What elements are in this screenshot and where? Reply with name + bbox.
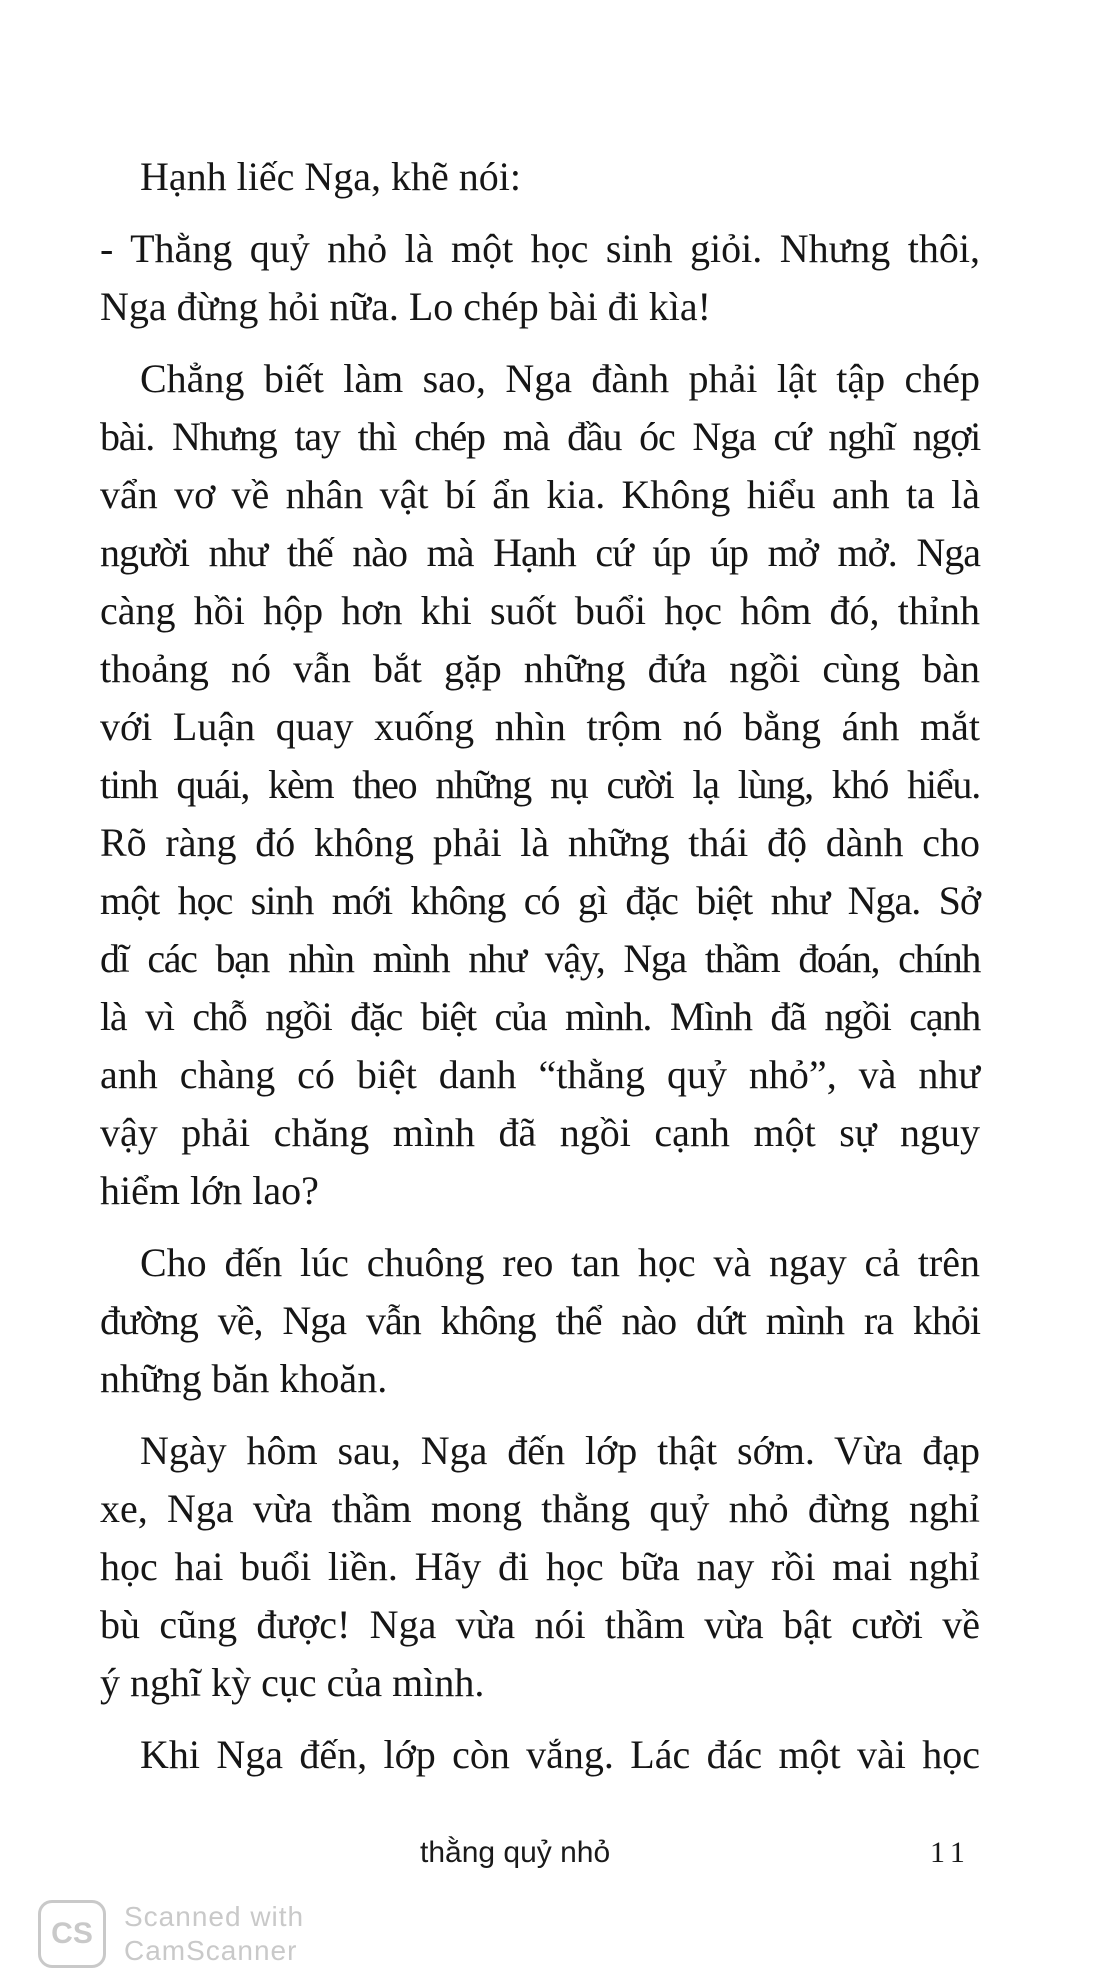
text-line: hiểm lớn lao?	[100, 1168, 319, 1213]
watermark-line-1: Scanned with	[124, 1901, 305, 1932]
text-line: dĩ các bạn nhìn mình như vậy, Nga thầm đoán, chính	[100, 936, 980, 981]
text-line: Rõ ràng đó không phải là những thái độ dành cho	[100, 820, 980, 865]
camscanner-logo-icon: CS	[38, 1900, 106, 1968]
text-line: Khi Nga đến, lớp còn vắng. Lác đác một vài học	[140, 1732, 980, 1777]
text-line: học hai buổi liền. Hãy đi học bữa nay rồi mai nghỉ	[100, 1544, 980, 1589]
text-line: Cho đến lúc chuông reo tan học và ngay cả trên	[140, 1240, 980, 1285]
text-line: thoảng nó vẫn bắt gặp những đứa ngồi cùng bàn	[100, 646, 980, 691]
text-line: xe, Nga vừa thầm mong thằng quỷ nhỏ đừng nghỉ	[100, 1486, 980, 1531]
camscanner-watermark	[38, 1900, 304, 1968]
text-line: là vì chỗ ngồi đặc biệt của mình. Mình đã ngồi cạnh	[100, 994, 980, 1039]
text-line: Chẳng biết làm sao, Nga đành phải lật tập chép	[140, 356, 980, 401]
text-line: với Luận quay xuống nhìn trộm nó bằng ánh mắt	[100, 704, 980, 749]
text-line: một học sinh mới không có gì đặc biệt như Nga. Sở	[100, 878, 980, 923]
text-line: càng hồi hộp hơn khi suốt buổi học hôm đó, thỉnh	[100, 588, 980, 633]
running-footer-title: thằng quỷ nhỏ	[420, 1836, 611, 1869]
text-line: - Thằng quỷ nhỏ là một học sinh giỏi. Nhưng thôi,	[100, 226, 980, 271]
text-line: những băn khoăn.	[100, 1356, 388, 1401]
text-line: vẩn vơ về nhân vật bí ẩn kia. Không hiểu anh ta là	[100, 472, 980, 517]
text-line: bù cũng được! Nga vừa nói thầm vừa bật cười về	[100, 1602, 980, 1647]
text-line: Hạnh liếc Nga, khẽ nói:	[140, 154, 521, 199]
text-line: Ngày hôm sau, Nga đến lớp thật sớm. Vừa đạp	[140, 1428, 980, 1473]
text-line: vậy phải chăng mình đã ngồi cạnh một sự nguy	[100, 1110, 980, 1155]
page-number: 11	[930, 1836, 971, 1869]
text-line: ý nghĩ kỳ cục của mình.	[100, 1660, 485, 1705]
watermark-text	[124, 1900, 304, 1968]
watermark-line-2: CamScanner	[124, 1935, 298, 1966]
text-line: đường về, Nga vẫn không thể nào dứt mình ra khỏi	[100, 1298, 980, 1343]
book-page-body	[100, 148, 980, 1784]
text-line: Nga đừng hỏi nữa. Lo chép bài đi kìa!	[100, 284, 711, 329]
text-line: người như thế nào mà Hạnh cứ úp úp mở mở. Nga	[100, 530, 980, 575]
text-line: tinh quái, kèm theo những nụ cười lạ lùng, khó hiểu.	[100, 762, 980, 807]
text-line: anh chàng có biệt danh “thằng quỷ nhỏ”, và như	[100, 1052, 980, 1097]
text-line: bài. Nhưng tay thì chép mà đầu óc Nga cứ nghĩ ngợi	[100, 414, 980, 459]
